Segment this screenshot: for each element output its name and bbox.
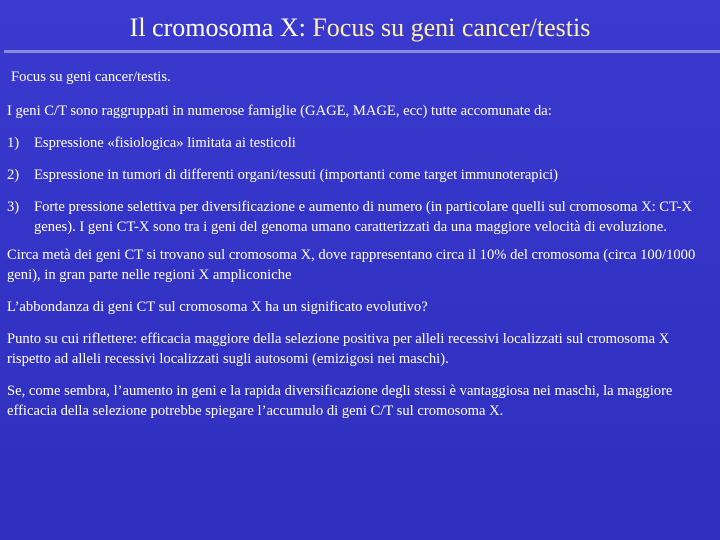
slide-body: [7, 67, 707, 421]
list-item: [7, 165, 707, 185]
intro-paragraph: I geni C/T sono raggruppati in numerose famiglie (GAGE, MAGE, ecc) tutte accomunate da:: [7, 103, 552, 119]
body-paragraph: Punto su cui riflettere: efficacia maggiore della selezione positiva per alleli recessivi localizzati sul cromosoma X rispetto ad alleli recessivi localizzati sugli autosomi (emizigosi nei maschi).: [7, 331, 670, 367]
title-prefix: Il cromosoma X:: [129, 13, 313, 42]
list-number: 2): [7, 167, 20, 183]
list-number: 3): [7, 199, 20, 215]
list-item: [7, 197, 707, 237]
title-divider: [4, 50, 720, 53]
list-item: [7, 133, 707, 153]
slide-title: [0, 13, 720, 43]
body-paragraph: L’abbondanza di geni CT sul cromosoma X ha un significato evolutivo?: [7, 299, 428, 315]
list-number: 1): [7, 135, 20, 151]
title-bar: [0, 0, 720, 56]
list-text: Forte pressione selettiva per diversificazione e aumento di numero (in particolare quelli sul cromosoma X: CT-X genes). I geni CT-X sono tra i geni del genoma umano caratterizzati da una maggiore velocità di evoluzione.: [34, 199, 693, 235]
body-paragraph: Se, come sembra, l’aumento in geni e la rapida diversificazione degli stessi è vantaggiosa nei maschi, la maggiore efficacia della selezione potrebbe spiegare l’accumulo di geni C/T sul cromosoma X.: [7, 383, 673, 419]
list-text: Espressione «fisiologica» limitata ai testicoli: [34, 135, 296, 151]
list-text: Espressione in tumori di differenti organi/tessuti (importanti come target immunoterapici): [34, 167, 559, 183]
body-paragraph: Circa metà dei geni CT si trovano sul cromosoma X, dove rappresentano circa il 10% del cromosoma (circa 100/1000 geni), in gran parte nelle regioni X ampliconiche: [7, 247, 696, 283]
title-accent: Focus su geni cancer/testis: [312, 13, 591, 42]
section-subtitle: Focus su geni cancer/testis.: [11, 69, 171, 85]
